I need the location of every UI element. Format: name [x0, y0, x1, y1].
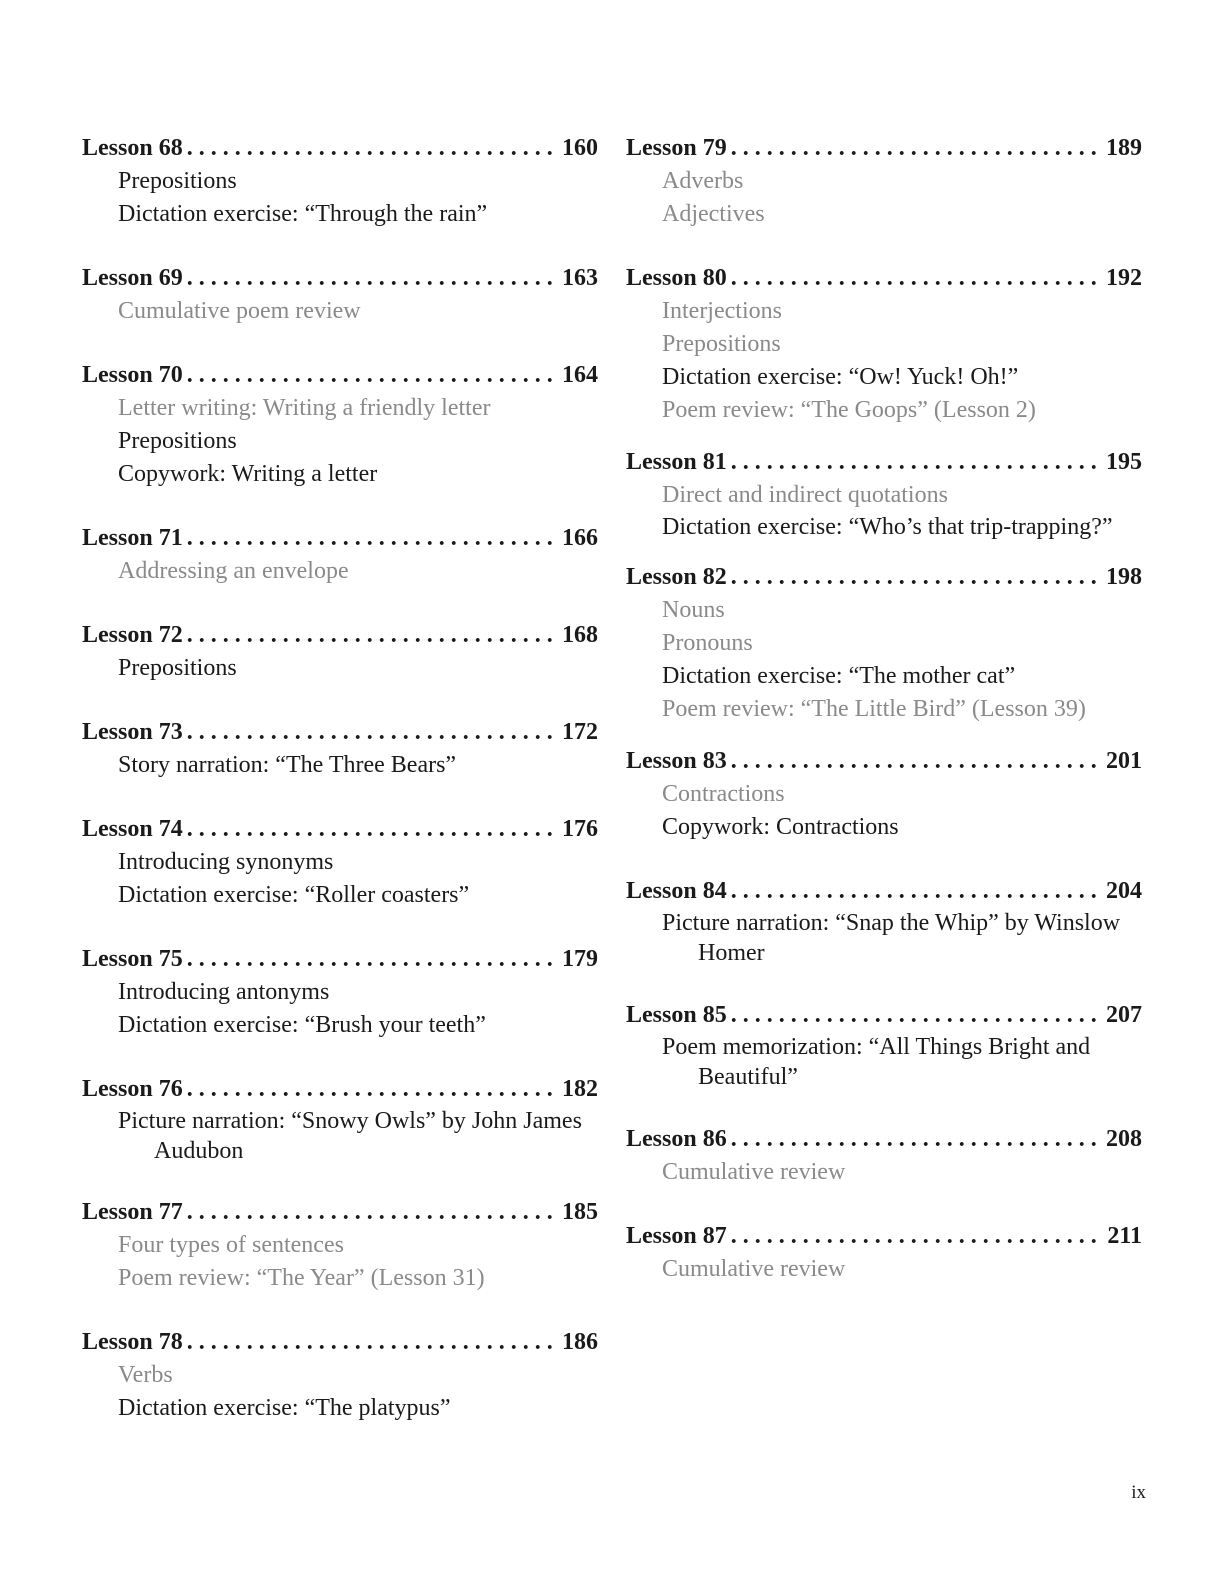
lesson-topic: Dictation exercise: “Brush your teeth”	[118, 1012, 486, 1038]
toc-entry	[82, 1073, 598, 1166]
dot-leader	[731, 132, 1100, 165]
lesson-title: Lesson 84	[626, 878, 727, 904]
lesson-topic: Dictation exercise: “Roller coasters”	[118, 882, 470, 908]
lesson-title: Lesson 70	[82, 362, 183, 388]
lesson-topic: Prepositions	[662, 331, 781, 357]
lesson-topic: Cumulative poem review	[118, 298, 361, 324]
toc-entry	[82, 262, 598, 328]
lesson-topic: Adjectives	[662, 201, 765, 227]
lesson-heading-line[interactable]	[626, 446, 1142, 479]
lesson-topic: Adverbs	[662, 168, 744, 194]
lesson-topic: Story narration: “The Three Bears”	[118, 752, 457, 778]
dot-leader	[187, 943, 556, 976]
lesson-page-number: 179	[562, 946, 598, 972]
toc-entry	[626, 745, 1142, 844]
toc-entry	[626, 262, 1142, 427]
lesson-topic: Interjections	[662, 298, 782, 324]
toc-entry	[82, 943, 598, 1042]
lesson-topic: Letter writing: Writing a friendly letter	[118, 395, 491, 421]
toc-entry	[626, 132, 1142, 231]
lesson-heading-line[interactable]	[82, 716, 598, 749]
lesson-heading-line[interactable]	[626, 1123, 1142, 1156]
dot-leader	[731, 1220, 1102, 1253]
toc-entry	[626, 446, 1142, 542]
lesson-title: Lesson 73	[82, 719, 183, 745]
lesson-heading-line[interactable]	[82, 943, 598, 976]
lesson-heading-line[interactable]	[82, 262, 598, 295]
lesson-topic: Copywork: Writing a letter	[118, 461, 378, 487]
toc-column-left	[82, 132, 598, 1425]
toc-entry	[82, 522, 598, 588]
lesson-title: Lesson 75	[82, 946, 183, 972]
lesson-topic: Poem review: “The Little Bird” (Lesson 39)	[662, 696, 1086, 722]
toc-entry	[626, 875, 1142, 968]
lesson-topic: Dictation exercise: “The mother cat”	[662, 663, 1016, 689]
lesson-title: Lesson 83	[626, 748, 727, 774]
lesson-heading-line[interactable]	[626, 875, 1142, 908]
lesson-title: Lesson 80	[626, 265, 727, 291]
lesson-title: Lesson 74	[82, 816, 183, 842]
lesson-page-number: 198	[1106, 564, 1142, 590]
toc-entry	[626, 1123, 1142, 1189]
lesson-title: Lesson 69	[82, 265, 183, 291]
lesson-title: Lesson 82	[626, 564, 727, 590]
lesson-page-number: 208	[1106, 1126, 1142, 1152]
lesson-topic: Dictation exercise: “Through the rain”	[118, 201, 488, 227]
lesson-page-number: 164	[562, 362, 598, 388]
lesson-title: Lesson 85	[626, 1002, 727, 1028]
lesson-title: Lesson 77	[82, 1199, 183, 1225]
dot-leader	[731, 875, 1100, 908]
lesson-topic: Prepositions	[118, 168, 237, 194]
lesson-title: Lesson 81	[626, 449, 727, 475]
lesson-topic: Dictation exercise: “Ow! Yuck! Oh!”	[662, 364, 1019, 390]
lesson-topic: Introducing antonyms	[118, 979, 330, 1005]
lesson-page-number: 160	[562, 135, 598, 161]
lesson-topic: Prepositions	[118, 428, 237, 454]
lesson-heading-line[interactable]	[82, 813, 598, 846]
dot-leader	[731, 262, 1100, 295]
dot-leader	[731, 999, 1100, 1032]
toc-entry	[626, 561, 1142, 726]
lesson-topic: Cumulative review	[662, 1159, 846, 1185]
lesson-topic: Addressing an envelope	[118, 558, 349, 584]
lesson-page-number: 168	[562, 622, 598, 648]
dot-leader	[731, 1123, 1100, 1156]
lesson-title: Lesson 79	[626, 135, 727, 161]
lesson-page-number: 207	[1106, 1002, 1142, 1028]
dot-leader	[187, 813, 556, 846]
lesson-topic: Dictation exercise: “The platypus”	[118, 1395, 451, 1421]
lesson-page-number: 201	[1106, 748, 1142, 774]
lesson-heading-line[interactable]	[82, 132, 598, 165]
toc-entry	[82, 1326, 598, 1425]
dot-leader	[731, 561, 1100, 594]
lesson-title: Lesson 76	[82, 1076, 183, 1102]
lesson-heading-line[interactable]	[626, 561, 1142, 594]
dot-leader	[187, 1326, 556, 1359]
dot-leader	[187, 132, 556, 165]
lesson-page-number: 189	[1106, 135, 1142, 161]
lesson-topic: Pronouns	[662, 630, 753, 656]
lesson-page-number: 176	[562, 816, 598, 842]
lesson-page-number: 195	[1106, 449, 1142, 475]
dot-leader	[731, 446, 1100, 479]
toc-entry	[82, 813, 598, 912]
lesson-heading-line[interactable]	[626, 745, 1142, 778]
lesson-heading-line[interactable]	[626, 1220, 1142, 1253]
toc-entry	[626, 999, 1142, 1092]
toc-entry	[82, 359, 598, 491]
lesson-page-number: 185	[562, 1199, 598, 1225]
lesson-page-number: 192	[1106, 265, 1142, 291]
toc-entry	[82, 1196, 598, 1295]
lesson-title: Lesson 86	[626, 1126, 727, 1152]
lesson-topic: Verbs	[118, 1362, 173, 1388]
toc-entry	[82, 132, 598, 231]
dot-leader	[187, 359, 556, 392]
lesson-heading-line[interactable]	[82, 359, 598, 392]
lesson-topic: Direct and indirect quotations	[662, 482, 948, 508]
dot-leader	[187, 262, 556, 295]
lesson-topic: Four types of sentences	[118, 1232, 344, 1258]
lesson-heading-line[interactable]	[626, 262, 1142, 295]
lesson-topic: Introducing synonyms	[118, 849, 334, 875]
lesson-heading-line[interactable]	[82, 522, 598, 555]
dot-leader	[187, 522, 556, 555]
lesson-topic: Nouns	[662, 597, 725, 623]
lesson-heading-line[interactable]	[82, 1196, 598, 1229]
lesson-title: Lesson 71	[82, 525, 183, 551]
lesson-page-number: 172	[562, 719, 598, 745]
lesson-title: Lesson 72	[82, 622, 183, 648]
lesson-heading-line[interactable]	[626, 132, 1142, 165]
lesson-title: Lesson 87	[626, 1223, 727, 1249]
lesson-heading-line[interactable]	[82, 1326, 598, 1359]
lesson-topic: Cumulative review	[662, 1256, 846, 1282]
lesson-topic: Picture narration: “Snap the Whip” by Winslow Homer	[662, 910, 1121, 966]
dot-leader	[187, 619, 556, 652]
lesson-page-number: 163	[562, 265, 598, 291]
lesson-topic: Picture narration: “Snowy Owls” by John James Audubon	[118, 1108, 582, 1164]
lesson-topic: Contractions	[662, 781, 785, 807]
lesson-page-number: 182	[562, 1076, 598, 1102]
lesson-topic: Prepositions	[118, 655, 237, 681]
dot-leader	[187, 716, 556, 749]
lesson-topic: Copywork: Contractions	[662, 814, 899, 840]
lesson-page-number: 186	[562, 1329, 598, 1355]
page-number-folio: ix	[1131, 1482, 1146, 1503]
lesson-topic: Poem review: “The Year” (Lesson 31)	[118, 1265, 485, 1291]
dot-leader	[187, 1196, 556, 1229]
lesson-topic: Poem memorization: “All Things Bright and Beautiful”	[662, 1034, 1091, 1090]
lesson-title: Lesson 68	[82, 135, 183, 161]
toc-column-right	[626, 132, 1142, 1286]
lesson-topic: Poem review: “The Goops” (Lesson 2)	[662, 397, 1036, 423]
lesson-heading-line[interactable]	[82, 1073, 598, 1106]
toc-entry	[82, 716, 598, 782]
toc-entry	[82, 619, 598, 685]
lesson-title: Lesson 78	[82, 1329, 183, 1355]
lesson-heading-line[interactable]	[82, 619, 598, 652]
lesson-topic: Dictation exercise: “Who’s that trip-trapping?”	[662, 514, 1113, 540]
lesson-page-number: 166	[562, 525, 598, 551]
dot-leader	[731, 745, 1100, 778]
toc-entry	[626, 1220, 1142, 1286]
lesson-page-number: 204	[1106, 878, 1142, 904]
dot-leader	[187, 1073, 556, 1106]
lesson-page-number: 211	[1107, 1223, 1142, 1249]
lesson-heading-line[interactable]	[626, 999, 1142, 1032]
